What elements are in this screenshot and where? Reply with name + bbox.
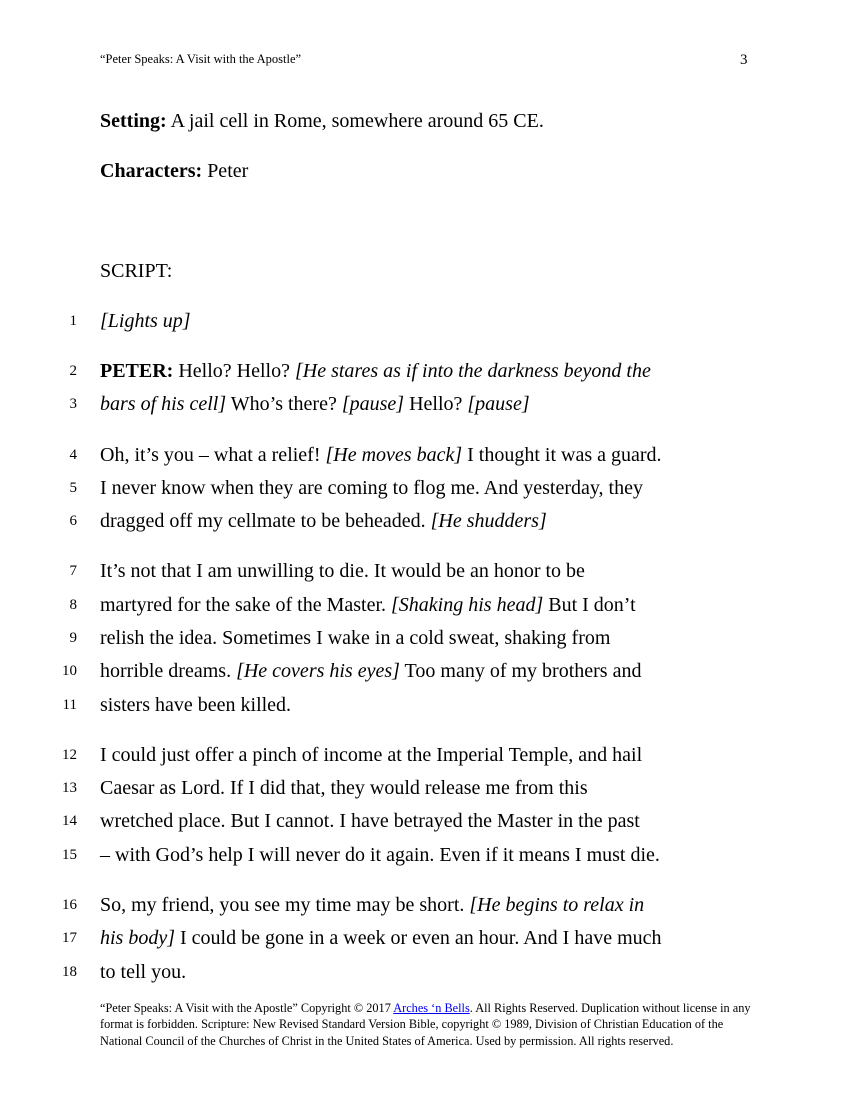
dialogue-text: horrible dreams. [100, 660, 237, 682]
dialogue-text: But I don’t [543, 594, 636, 616]
speaker-name: PETER: [100, 360, 174, 382]
dialogue-text: Caesar as Lord. If I did that, they would release me from this [100, 777, 588, 799]
script-line [100, 776, 588, 800]
dialogue-text: relish the idea. Sometimes I wake in a cold sweat, shaking from [100, 627, 611, 649]
dialogue-text: I could be gone in a week or even an hour. And I have much [175, 927, 662, 949]
script-line [100, 893, 644, 917]
dialogue-text: So, my friend, you see my time may be short. [100, 894, 470, 916]
dialogue-text: I could just offer a pinch of income at the Imperial Temple, and hail [100, 744, 643, 766]
script-line [100, 743, 642, 767]
script-line [100, 926, 662, 950]
dialogue-text: I thought it was a guard. [462, 444, 662, 466]
script-line [100, 509, 547, 533]
stage-direction: [He moves back] [325, 444, 463, 466]
script-line [100, 359, 651, 383]
script-line [100, 309, 191, 333]
line-number: 15 [62, 847, 77, 863]
stage-direction: [Lights up] [100, 310, 191, 332]
line-number: 6 [69, 513, 77, 529]
line-number: 2 [69, 363, 77, 379]
line-number: 8 [69, 597, 77, 613]
script-line [100, 443, 662, 467]
dialogue-text: sisters have been killed. [100, 694, 292, 716]
script-line [100, 626, 610, 650]
footer-text-start: “Peter Speaks: A Visit with the Apostle” Copyright © 2017 [100, 1001, 394, 1015]
script-line [100, 559, 585, 583]
setting-label: Setting: [100, 110, 167, 132]
dialogue-text: Hello? Hello? [173, 360, 295, 382]
line-number: 7 [69, 563, 77, 579]
line-number: 12 [62, 747, 77, 763]
line-number: 10 [62, 663, 77, 679]
script-line [100, 843, 660, 867]
stage-direction: [He shudders] [430, 510, 547, 532]
page-number: 3 [740, 52, 748, 68]
line-number: 4 [69, 447, 77, 463]
script-line [100, 693, 291, 717]
running-header-title: “Peter Speaks: A Visit with the Apostle” [100, 52, 302, 66]
stage-direction: [pause] [341, 393, 405, 415]
line-number: 1 [69, 313, 77, 329]
line-number: 9 [69, 630, 77, 646]
dialogue-text: Too many of my brothers and [399, 660, 642, 682]
stage-direction: [pause] [467, 393, 530, 415]
arches-n-bells-link[interactable]: Arches ‘n Bells [393, 1001, 470, 1015]
characters-value: Peter [202, 160, 249, 182]
setting-value: A jail cell in Rome, somewhere around 65 CE. [166, 110, 544, 132]
dialogue-text: dragged off my cellmate to be beheaded. [100, 510, 431, 532]
script-heading: SCRIPT: [100, 260, 173, 282]
stage-direction: [He stares as if into the darkness beyond the [294, 360, 651, 382]
dialogue-text: It’s not that I am unwilling to die. It would be an honor to be [100, 560, 585, 582]
script-line [100, 809, 640, 833]
line-number: 3 [69, 396, 77, 412]
dialogue-text: to tell you. [100, 961, 187, 983]
script-line [100, 392, 530, 416]
line-number: 13 [62, 780, 77, 796]
stage-direction: [Shaking his head] [391, 594, 544, 616]
setting-line [100, 109, 544, 133]
line-number: 16 [62, 897, 77, 913]
dialogue-text: – with God’s help I will never do it again. Even if it means I must die. [100, 844, 660, 866]
script-line [100, 960, 186, 984]
characters-label: Characters: [100, 160, 203, 182]
dialogue-text: Oh, it’s you – what a relief! [100, 444, 326, 466]
script-line [100, 659, 641, 683]
stage-direction: [He begins to relax in [469, 894, 645, 916]
script-line [100, 476, 643, 500]
dialogue-text: Hello? [404, 393, 468, 415]
line-number: 11 [62, 697, 77, 713]
characters-line [100, 159, 248, 183]
stage-direction: [He covers his eyes] [236, 660, 400, 682]
stage-direction: his body] [100, 927, 175, 949]
line-number: 5 [69, 480, 77, 496]
line-number: 17 [62, 930, 77, 946]
script-line [100, 593, 636, 617]
line-number: 14 [62, 813, 77, 829]
dialogue-text: Who’s there? [226, 393, 342, 415]
dialogue-text: martyred for the sake of the Master. [100, 594, 392, 616]
line-number: 18 [62, 964, 77, 980]
footer-text-end: . All Rights Reserved. Duplication without license in any format is forbidden. Scripture: New Revised Standard Version Bible, copyright © 1989, Division of Christian Education of the National Council of the Churches of Christ in the United States of America. Used by permission. All rights reserved. [100, 1001, 751, 1048]
dialogue-text: wretched place. But I cannot. I have betrayed the Master in the past [100, 810, 640, 832]
dialogue-text: I never know when they are coming to flog me. And yesterday, they [100, 477, 643, 499]
stage-direction: bars of his cell] [100, 393, 227, 415]
copyright-footer [100, 1000, 755, 1049]
